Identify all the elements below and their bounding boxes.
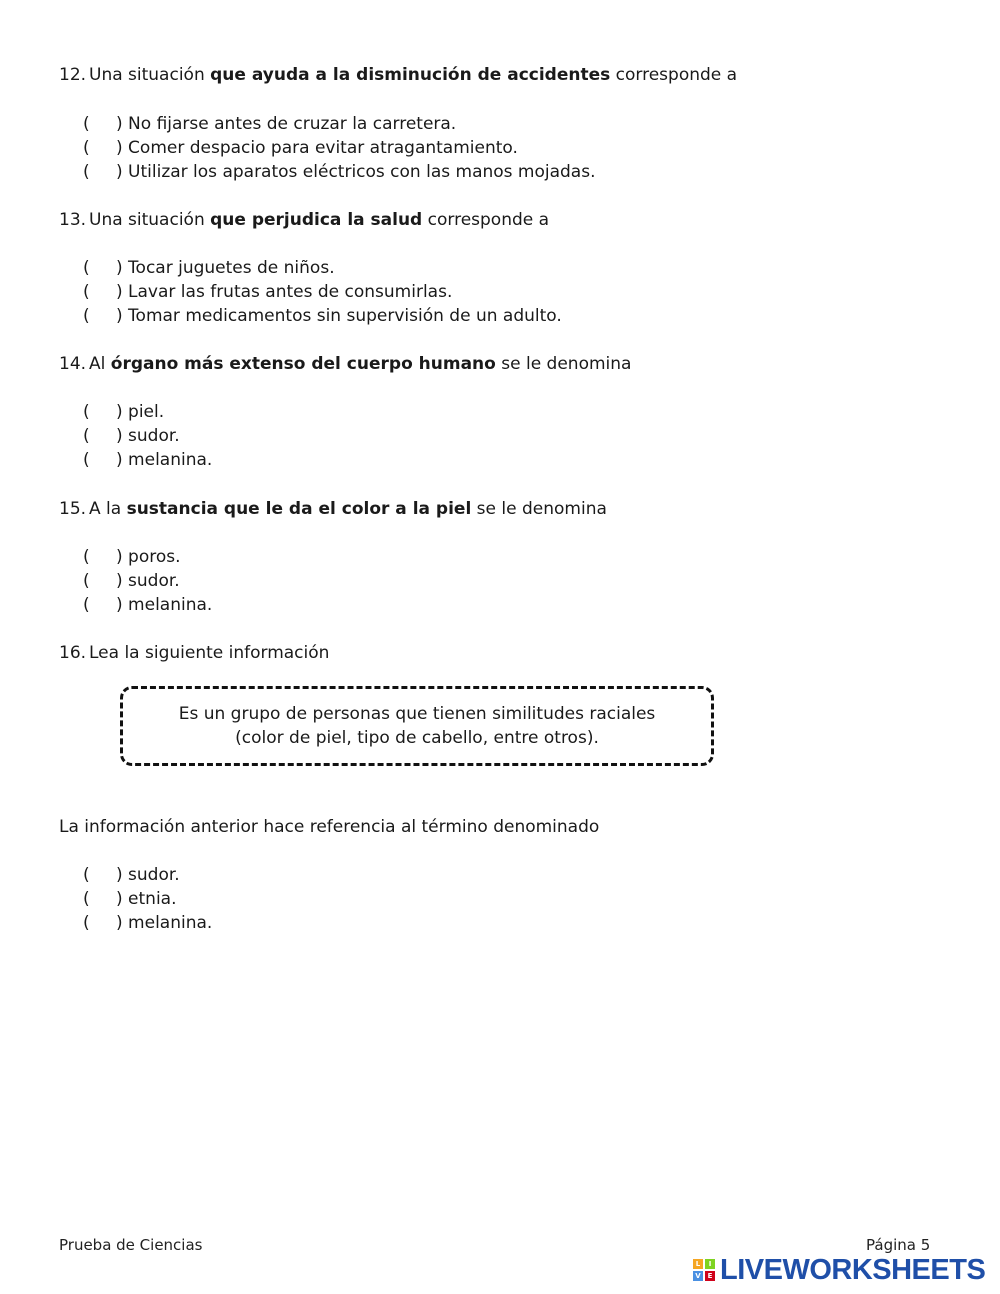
option-text: Comer despacio para evitar atragantamiento. bbox=[128, 138, 518, 158]
option-text: sudor. bbox=[128, 865, 180, 885]
option-text: sudor. bbox=[128, 571, 180, 591]
answer-paren: ) bbox=[116, 162, 123, 182]
question-text: corresponde a bbox=[610, 65, 738, 85]
option-15-a[interactable] bbox=[83, 545, 181, 569]
question-emphasis: órgano más extenso del cuerpo humano bbox=[110, 354, 496, 374]
question-number: 16. bbox=[59, 643, 87, 663]
question-number: 13. bbox=[59, 210, 87, 230]
option-15-b[interactable] bbox=[83, 569, 180, 593]
question-text: Lea la siguiente información bbox=[89, 643, 330, 663]
option-16-b[interactable] bbox=[83, 887, 177, 911]
answer-paren: ) bbox=[116, 913, 123, 933]
footer-title: Prueba de Ciencias bbox=[59, 1236, 203, 1254]
option-13-a[interactable] bbox=[83, 256, 335, 280]
info-text-line: Es un grupo de personas que tienen similitudes raciales bbox=[178, 704, 656, 724]
answer-paren: ( bbox=[83, 282, 90, 302]
question-text: se le denomina bbox=[471, 499, 607, 519]
answer-paren: ) bbox=[116, 114, 123, 134]
question-14 bbox=[59, 352, 631, 376]
question-text: se le denomina bbox=[495, 354, 632, 374]
option-13-c[interactable] bbox=[83, 304, 562, 328]
option-16-a[interactable] bbox=[83, 863, 180, 887]
option-text: poros. bbox=[128, 547, 181, 567]
answer-paren: ( bbox=[83, 913, 90, 933]
logo-cell: E bbox=[705, 1271, 715, 1281]
answer-paren: ( bbox=[83, 162, 90, 182]
option-text: melanina. bbox=[128, 450, 213, 470]
answer-paren: ( bbox=[83, 402, 90, 422]
question-text: Una situación bbox=[89, 65, 211, 85]
answer-paren: ) bbox=[116, 571, 123, 591]
question-text: A la bbox=[89, 499, 127, 519]
answer-paren: ( bbox=[83, 138, 90, 158]
answer-paren: ) bbox=[116, 282, 123, 302]
option-text: melanina. bbox=[128, 595, 213, 615]
option-text: piel. bbox=[128, 402, 165, 422]
answer-paren: ( bbox=[83, 114, 90, 134]
answer-paren: ) bbox=[116, 258, 123, 278]
question-15 bbox=[59, 497, 607, 521]
question-16 bbox=[59, 641, 329, 665]
question-number: 15. bbox=[59, 499, 87, 519]
option-14-c[interactable] bbox=[83, 448, 212, 472]
logo-cell: L bbox=[693, 1259, 703, 1269]
answer-paren: ) bbox=[116, 595, 123, 615]
option-text: Tocar juguetes de niños. bbox=[128, 258, 335, 278]
answer-paren: ) bbox=[116, 426, 123, 446]
answer-paren: ( bbox=[83, 571, 90, 591]
option-12-a[interactable] bbox=[83, 112, 456, 136]
option-text: No fijarse antes de cruzar la carretera. bbox=[128, 114, 457, 134]
question-emphasis: sustancia que le da el color a la piel bbox=[126, 499, 472, 519]
option-text: etnia. bbox=[128, 889, 177, 909]
info-box bbox=[120, 686, 714, 766]
option-14-a[interactable] bbox=[83, 400, 164, 424]
answer-paren: ( bbox=[83, 595, 90, 615]
option-13-b[interactable] bbox=[83, 280, 452, 304]
answer-paren: ( bbox=[83, 306, 90, 326]
answer-paren: ( bbox=[83, 450, 90, 470]
option-text: sudor. bbox=[128, 426, 180, 446]
answer-paren: ( bbox=[83, 865, 90, 885]
option-12-c[interactable] bbox=[83, 160, 596, 184]
option-12-b[interactable] bbox=[83, 136, 518, 160]
answer-paren: ) bbox=[116, 402, 123, 422]
answer-paren: ) bbox=[116, 865, 123, 885]
answer-paren: ) bbox=[116, 450, 123, 470]
question-emphasis: que ayuda a la disminución de accidentes bbox=[210, 65, 611, 85]
option-15-c[interactable] bbox=[83, 593, 212, 617]
liveworksheets-logo bbox=[693, 1255, 985, 1285]
question-number: 14. bbox=[59, 354, 87, 374]
answer-paren: ) bbox=[116, 547, 123, 567]
question-text: Al bbox=[89, 354, 111, 374]
answer-paren: ( bbox=[83, 547, 90, 567]
option-text: Lavar las frutas antes de consumirlas. bbox=[128, 282, 453, 302]
page-number: Página 5 bbox=[866, 1236, 931, 1254]
logo-text: LIVEWORKSHEETS bbox=[720, 1253, 986, 1286]
answer-paren: ( bbox=[83, 426, 90, 446]
info-text-line: (color de piel, tipo de cabello, entre otros). bbox=[235, 728, 599, 748]
question-12 bbox=[59, 63, 737, 87]
option-text: Tomar medicamentos sin supervisión de un adulto. bbox=[128, 306, 562, 326]
question-number: 12. bbox=[59, 65, 87, 85]
answer-paren: ) bbox=[116, 138, 123, 158]
option-text: melanina. bbox=[128, 913, 213, 933]
answer-paren: ) bbox=[116, 306, 123, 326]
question-text: corresponde a bbox=[422, 210, 550, 230]
question-emphasis: que perjudica la salud bbox=[210, 210, 423, 230]
answer-paren: ( bbox=[83, 258, 90, 278]
logo-cell: V bbox=[693, 1271, 703, 1281]
question-text: Una situación bbox=[89, 210, 211, 230]
option-16-c[interactable] bbox=[83, 911, 212, 935]
option-14-b[interactable] bbox=[83, 424, 180, 448]
answer-paren: ) bbox=[116, 889, 123, 909]
option-text: Utilizar los aparatos eléctricos con las manos mojadas. bbox=[128, 162, 596, 182]
logo-cell: I bbox=[705, 1259, 715, 1269]
followup-question: La información anterior hace referencia al término denominado bbox=[59, 817, 600, 837]
logo-icon bbox=[693, 1259, 715, 1281]
answer-paren: ( bbox=[83, 889, 90, 909]
question-13 bbox=[59, 208, 549, 232]
